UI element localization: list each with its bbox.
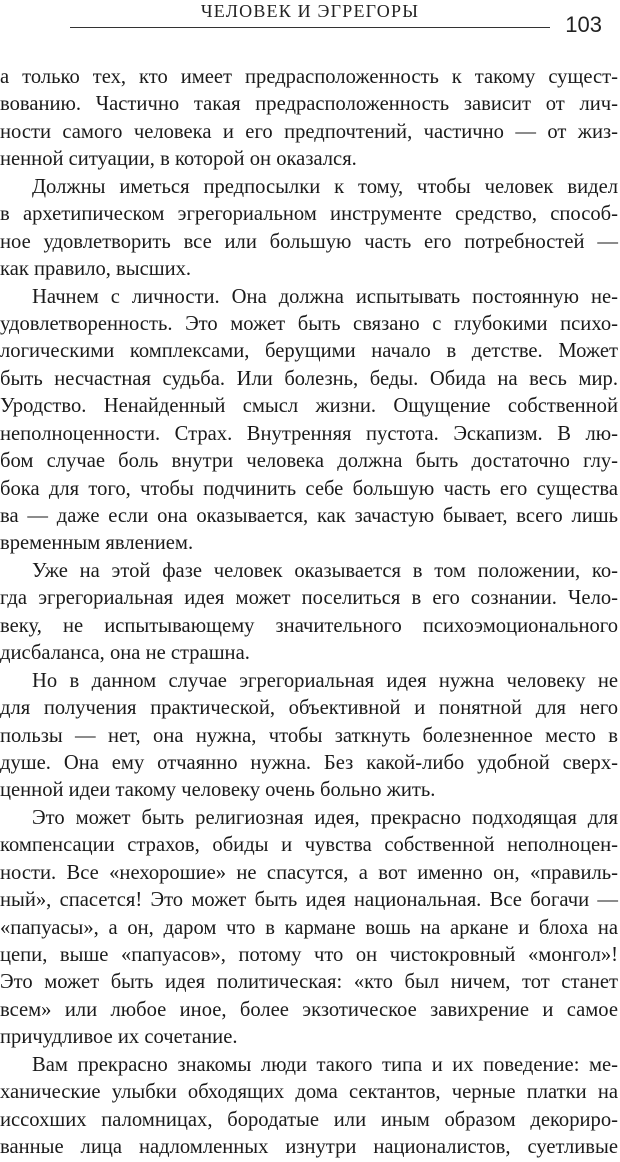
text-line: Уродство. Ненайденный смысл жизни. Ощущение собственной — [0, 395, 618, 418]
text-line: как правило, высших. — [0, 258, 192, 281]
text-line: цепи, выше «папуасов», потому что он чистокровный «монгол»! — [0, 944, 618, 966]
text-line: дисбаланса, она не страшна. — [0, 642, 250, 665]
text-line: а только тех, кто имеет предрасположенность к такому сущест- — [0, 66, 618, 88]
text-line: Уже на этой фазе человек оказывается в том положении, ко- — [32, 559, 618, 582]
text-line: удовлетворенность. Это может быть связано с глубокими психо- — [0, 312, 618, 335]
text-line: ненной ситуации, в которой он оказался. — [0, 148, 357, 171]
text-line: душе. Она ему отчаянно нужна. Без какой-либо удобной сверх- — [0, 751, 618, 774]
text-line: иссохших паломницах, бородатые или иным образом декориро- — [0, 1108, 618, 1131]
text-line: Это может быть религиозная идея, прекрасно подходящая для — [32, 806, 618, 829]
body-text — [0, 64, 618, 1162]
text-line: в архетипическом эгрегориальном инструменте средство, способ- — [0, 203, 618, 226]
text-line: ный», спасется! Это может быть идея национальная. Все богачи — — [0, 889, 618, 912]
text-line: ханические улыбки обходящих дома сектантов, черные платки на — [0, 1081, 618, 1104]
text-line: «папуасы», а он, даром что в кармане вошь на аркане и блоха на — [0, 916, 618, 939]
text-line: вованию. Частично такая предрасположенность зависит от лич- — [0, 93, 618, 116]
text-line: ное удовлетворить все или большую часть его потребностей — — [0, 230, 618, 253]
text-line: веку, не испытывающему значительного психоэмоционального — [0, 614, 618, 637]
text-line: бом случае боль внутри человека должна быть достаточно глу- — [0, 450, 618, 473]
header-rule — [70, 27, 550, 28]
text-line: пользы — нет, она нужна, чтобы заткнуть болезненное место в — [0, 724, 618, 747]
text-line: Но в данном случае эгрегориальная идея нужна человеку не — [32, 669, 618, 692]
running-header-title: ЧЕЛОВЕК И ЭГРЕГОРЫ — [200, 1, 420, 21]
text-line: Начнем с личности. Она должна испытывать постоянную не- — [32, 285, 618, 308]
text-line: причудливое их сочетание. — [0, 1026, 238, 1049]
text-line: неполноценности. Страх. Внутренняя пустота. Эскапизм. В лю- — [0, 422, 618, 445]
text-line: Это может быть идея политическая: «кто был ничем, тот станет — [0, 971, 618, 994]
text-line: логическими комплексами, берущими начало в детстве. Может — [0, 340, 618, 363]
text-line: компенсации страхов, обиды и чувства собственной неполноцен- — [0, 834, 618, 857]
text-line: Должны иметься предпосылки к тому, чтобы человек видел — [32, 175, 618, 198]
text-line: ванные лица надломленных изнутри националистов, суетливые — [0, 1136, 618, 1159]
text-line: гда эгрегориальная идея может поселиться в его сознании. Чело- — [0, 587, 618, 610]
text-line: всем» или любое иное, более экзотическое завихрение и самое — [0, 998, 618, 1021]
text-line: бока для того, чтобы подчинить себе большую часть его существа — [0, 477, 618, 500]
page-number: 103 — [565, 12, 602, 37]
text-line: ности. Все «нехорошие» не спасутся, а вот именно он, «правиль- — [0, 861, 618, 884]
text-line: ценной идеи такому человеку очень больно жить. — [0, 779, 436, 802]
running-header — [0, 0, 620, 60]
text-line: для получения практической, объективной и понятной для него — [0, 697, 618, 720]
text-line: ности самого человека и его предпочтений, частично — от жиз- — [0, 120, 618, 143]
text-line: Вам прекрасно знакомы люди такого типа и их поведение: ме- — [32, 1053, 618, 1076]
text-line: временным явлением. — [0, 532, 194, 555]
text-line: быть несчастная судьба. Или болезнь, беды. Обида на весь мир. — [0, 367, 618, 390]
text-line: ва — даже если она оказывается, как зачастую бывает, всего лишь — [0, 505, 618, 527]
